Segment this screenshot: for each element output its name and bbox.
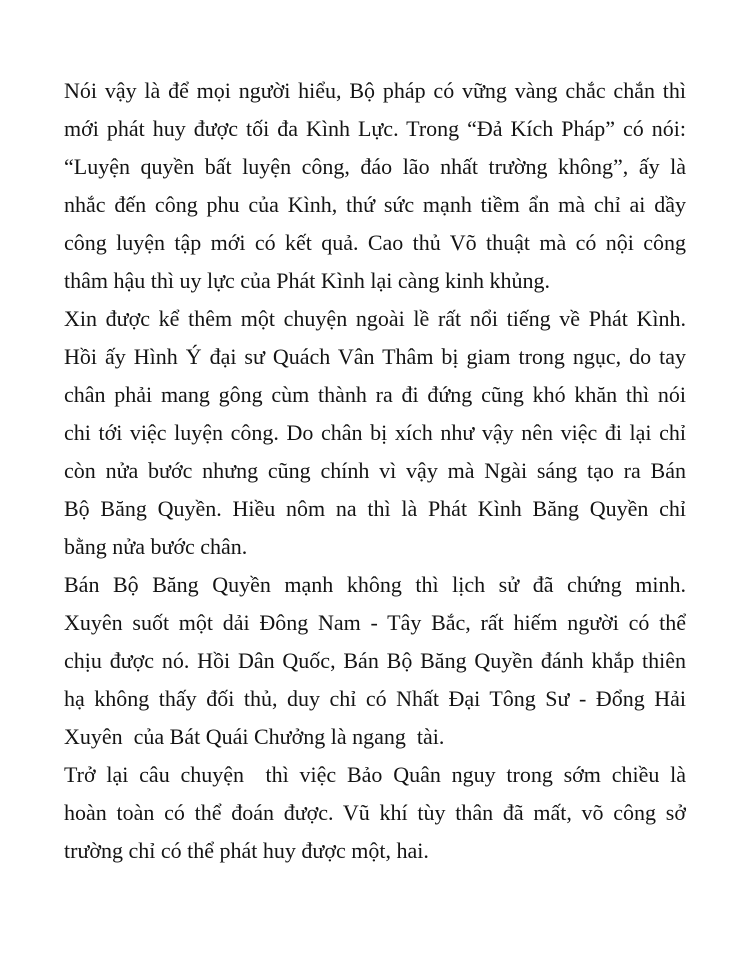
text-line: Bộ Băng Quyền. Hiều nôm na thì là Phát Kình Băng Quyền chỉ [64,496,686,521]
text-line: chi tới việc luyện công. Do chân bị xích như vậy nên việc đi lại chỉ [64,420,686,445]
text-line: chịu được nó. Hồi Dân Quốc, Bán Bộ Băng Quyền đánh khắp thiên [64,648,686,673]
text-line: chân phải mang gông cùm thành ra đi đứng cũng khó khăn thì nói [64,382,686,407]
text-line: “Luyện quyền bất luyện công, đáo lão nhất trường không”, ấy là [64,154,686,179]
text-line: trường chỉ có thể phát huy được một, hai. [64,838,429,863]
text-line: công luyện tập mới có kết quả. Cao thủ Võ thuật mà có nội công [64,230,686,255]
text-line: Xin được kể thêm một chuyện ngoài lề rất nổi tiếng về Phát Kình. [64,306,686,331]
text-line: thâm hậu thì uy lực của Phát Kình lại càng kinh khủng. [64,268,551,293]
text-line: nhắc đến công phu của Kình, thứ sức mạnh tiềm ẩn mà chỉ ai dầy [64,192,686,217]
text-line: Xuyên suốt một dải Đông Nam - Tây Bắc, rất hiếm người có thể [64,610,686,635]
text-line: còn nửa bước nhưng cũng chính vì vậy mà Ngài sáng tạo ra Bán [64,458,686,483]
paragraph [64,566,686,756]
text-line: mới phát huy được tối đa Kình Lực. Trong “Đả Kích Pháp” có nói: [64,116,686,141]
text-line: hạ không thấy đối thủ, duy chỉ có Nhất Đại Tông Sư - Đổng Hải [64,686,686,711]
text-line: Hồi ấy Hình Ý đại sư Quách Vân Thâm bị giam trong ngục, do tay [64,344,686,369]
text-line: Bán Bộ Băng Quyền mạnh không thì lịch sử đã chứng minh. [64,572,686,597]
text-line: Nói vậy là để mọi người hiểu, Bộ pháp có vững vàng chắc chắn thì [64,78,686,103]
text-line: hoàn toàn có thể đoán được. Vũ khí tùy thân đã mất, võ công sở [64,800,686,825]
text-line: Trở lại câu chuyện thì việc Bảo Quân nguy trong sớm chiều là [64,762,686,787]
paragraph [64,300,686,566]
text-block [64,72,686,870]
text-line: bằng nửa bước chân. [64,534,248,559]
paragraph [64,72,686,300]
paragraph [64,756,686,870]
text-line: Xuyên của Bát Quái Chưởng là ngang tài. [64,724,445,749]
